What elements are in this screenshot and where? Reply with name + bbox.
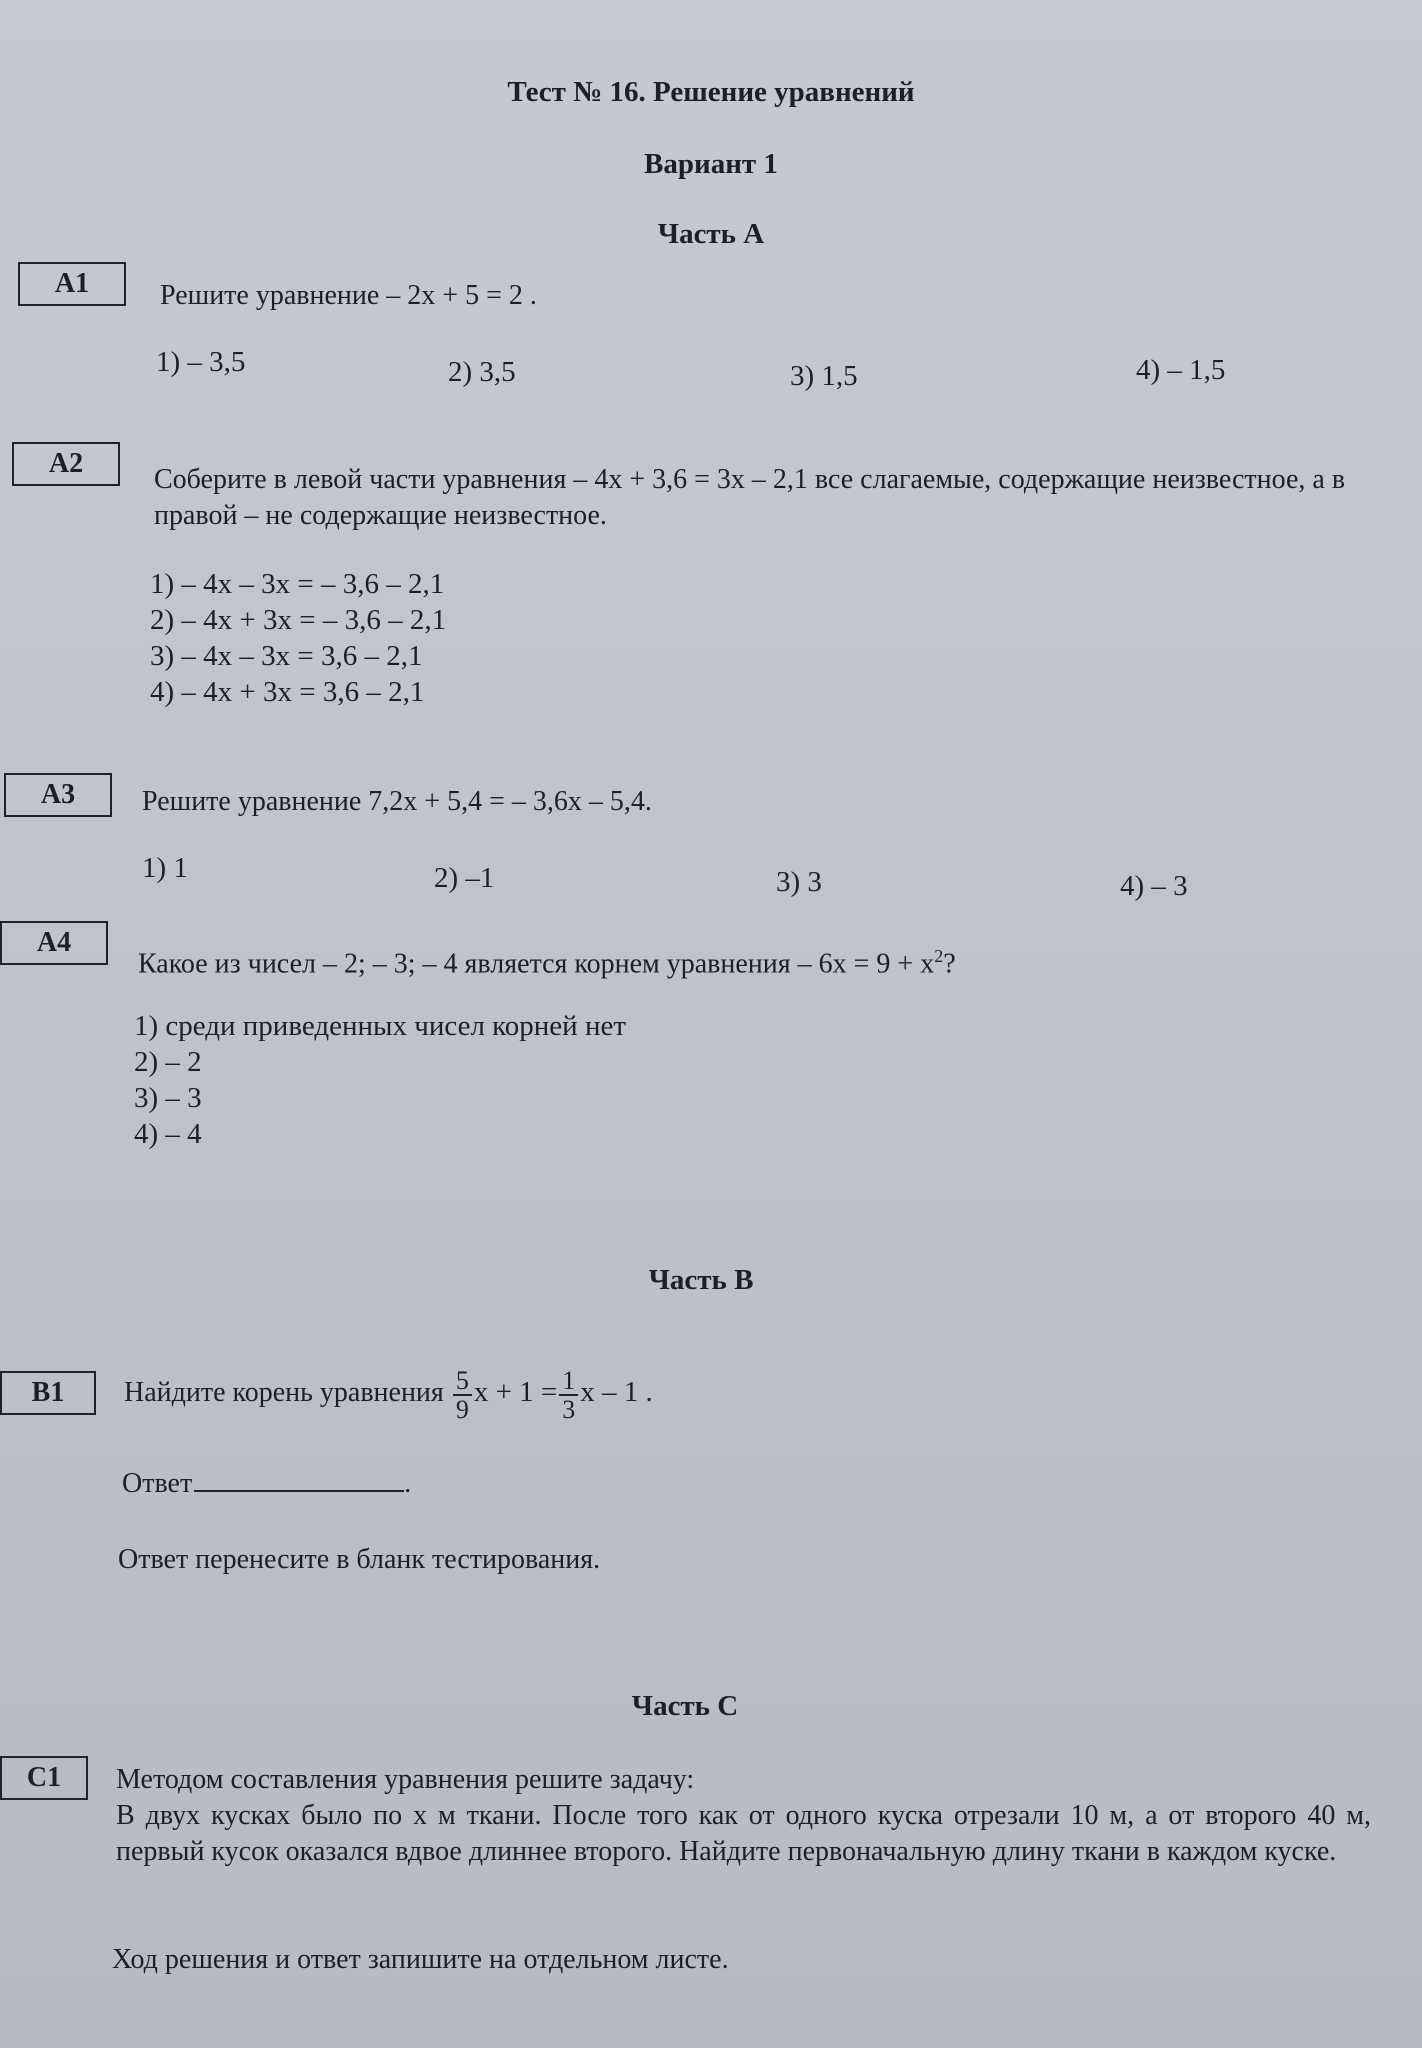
task-c1-note: Ход решения и ответ запишите на отдельном листе. bbox=[112, 1944, 729, 1975]
task-a1-option-4: 4) – 1,5 bbox=[1136, 354, 1226, 386]
task-a1-option-1: 1) – 3,5 bbox=[156, 346, 246, 378]
task-a3-option-1: 1) 1 bbox=[142, 852, 188, 884]
task-a4-question bbox=[138, 938, 956, 982]
task-label-b1: В1 bbox=[0, 1371, 96, 1415]
variant-heading: Вариант 1 bbox=[644, 148, 778, 180]
fraction-numerator: 5 bbox=[453, 1367, 472, 1396]
task-a1-question: Решите уравнение – 2x + 5 = 2 . bbox=[160, 280, 537, 311]
fraction-numerator: 1 bbox=[559, 1367, 578, 1396]
task-a2-options bbox=[150, 566, 446, 710]
task-b1-question bbox=[124, 1356, 653, 1429]
task-a2-option-2: 2) – 4x + 3x = – 3,6 – 2,1 bbox=[150, 604, 447, 636]
task-label-a4: А4 bbox=[0, 921, 108, 965]
fraction-denominator: 3 bbox=[562, 1394, 576, 1424]
task-b1-question-text: Найдите корень уравнения bbox=[124, 1377, 444, 1408]
part-c-heading: Часть С bbox=[631, 1690, 739, 1722]
task-a4-question-end: ? bbox=[943, 948, 956, 980]
task-a1-option-2: 2) 3,5 bbox=[448, 356, 516, 388]
answer-blank[interactable] bbox=[194, 1490, 404, 1492]
task-a3-option-3: 3) 3 bbox=[776, 866, 822, 898]
task-a4-exponent: 2 bbox=[934, 946, 944, 966]
equation-tail: x – 1 . bbox=[580, 1376, 653, 1408]
part-b-heading: Часть В bbox=[648, 1264, 754, 1296]
task-a2-option-1: 1) – 4x – 3x = – 3,6 – 2,1 bbox=[150, 568, 445, 600]
answer-line bbox=[122, 1466, 411, 1502]
task-a2-question: Соберите в левой части уравнения – 4x + 3,6 = 3x – 2,1 все слагаемые, содержащие неизвестное, а в правой – не содержащие неизвестное. bbox=[154, 464, 1346, 531]
task-label-c1: С1 bbox=[0, 1756, 88, 1800]
task-label-a2: А2 bbox=[12, 442, 120, 486]
task-label-a3: А3 bbox=[4, 773, 112, 817]
page-title: Тест № 16. Решение уравнений bbox=[507, 76, 915, 108]
task-a1-option-3: 3) 1,5 bbox=[790, 360, 858, 392]
task-a4-options bbox=[134, 1008, 626, 1152]
task-label-a1: А1 bbox=[18, 262, 126, 306]
part-a-heading: Часть А bbox=[657, 218, 765, 250]
task-a2-option-4: 4) – 4x + 3x = 3,6 – 2,1 bbox=[150, 676, 425, 708]
answer-dot: . bbox=[404, 1468, 412, 1499]
task-a4-option-2: 2) – 2 bbox=[134, 1046, 202, 1078]
fraction-denominator: 9 bbox=[455, 1394, 469, 1424]
fraction-five-ninths bbox=[453, 1367, 472, 1423]
task-a3-option-4: 4) – 3 bbox=[1120, 870, 1188, 902]
task-c1-intro: Методом составления уравнения решите задачу: bbox=[116, 1764, 695, 1795]
equation-middle: x + 1 = bbox=[473, 1376, 558, 1408]
task-c1-problem: В двух кусках было по x м ткани. После того как от одного куска отрезали 10 м, а от второго 40 м, первый кусок оказался вдвое длиннее второго. Найдите первоначальную длину ткани в каждом куске. bbox=[116, 1800, 1371, 1867]
task-a2-option-3: 3) – 4x – 3x = 3,6 – 2,1 bbox=[150, 640, 423, 672]
task-b1-note: Ответ перенесите в бланк тестирования. bbox=[118, 1544, 601, 1575]
answer-label: Ответ bbox=[122, 1468, 193, 1499]
task-a4-option-4: 4) – 4 bbox=[134, 1118, 202, 1150]
task-a3-question: Решите уравнение 7,2x + 5,4 = – 3,6x – 5,4. bbox=[142, 786, 652, 817]
task-a3-option-2: 2) –1 bbox=[434, 862, 495, 894]
task-a4-question-text: Какое из чисел – 2; – 3; – 4 является корнем уравнения – 6x = 9 + x bbox=[138, 948, 935, 980]
task-a4-option-1: 1) среди приведенных чисел корней нет bbox=[134, 1010, 627, 1042]
task-a4-option-3: 3) – 3 bbox=[134, 1082, 202, 1114]
fraction-one-third bbox=[559, 1367, 578, 1423]
